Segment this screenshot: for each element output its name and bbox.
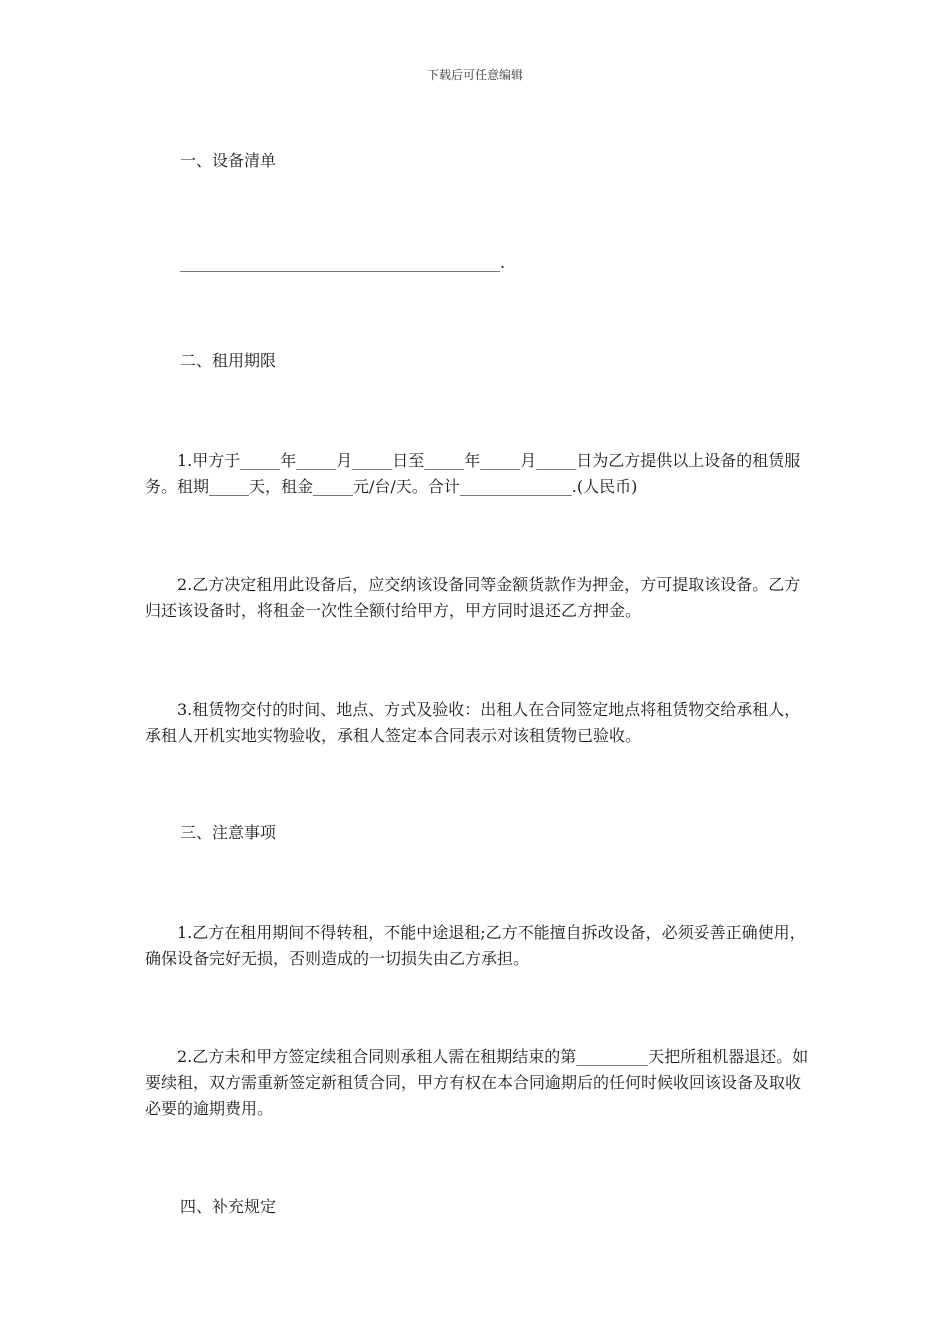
section-4-title: 四、补充规定 [180, 1197, 277, 1216]
section-2-paragraph-1: 1.甲方于_____年_____月_____日至_____年_____月_____日为乙方提供以上设备的租赁服务。租期_____天，租金_____元/台/天。合计______________.(人民币) [145, 451, 801, 496]
section-3-paragraph-1: 1.乙方在租用期间不得转租，不能中途退租;乙方不能擅自拆改设备，必须妥善正确使用，确保设备完好无损，否则造成的一切损失由乙方承担。 [145, 923, 806, 968]
section-1-title: 一、设备清单 [180, 151, 277, 170]
section-2-title: 二、租用期限 [180, 351, 277, 370]
equipment-list-blank: ________________________________________. [180, 253, 506, 272]
section-3-paragraph-2: 2.乙方未和甲方签定续租合同则承租人需在租期结束的第_________天把所租机器退还。如要续租，双方需重新签定新租赁合同，甲方有权在本合同逾期后的任何时候收回该设备及取收必要的逾期费用。 [145, 1047, 809, 1118]
section-3-title: 三、注意事项 [180, 823, 277, 842]
section-2-paragraph-3: 3.租赁物交付的时间、地点、方式及验收：出租人在合同签定地点将租赁物交给承租人，承租人开机实地实物验收，承租人签定本合同表示对该租赁物已验收。 [145, 700, 801, 745]
page-header-note: 下载后可任意编辑 [426, 68, 523, 82]
section-2-paragraph-2: 2.乙方决定租用此设备后，应交纳该设备同等金额货款作为押金，方可提取该设备。乙方归还该设备时，将租金一次性全额付给甲方，甲方同时退还乙方押金。 [145, 575, 801, 620]
